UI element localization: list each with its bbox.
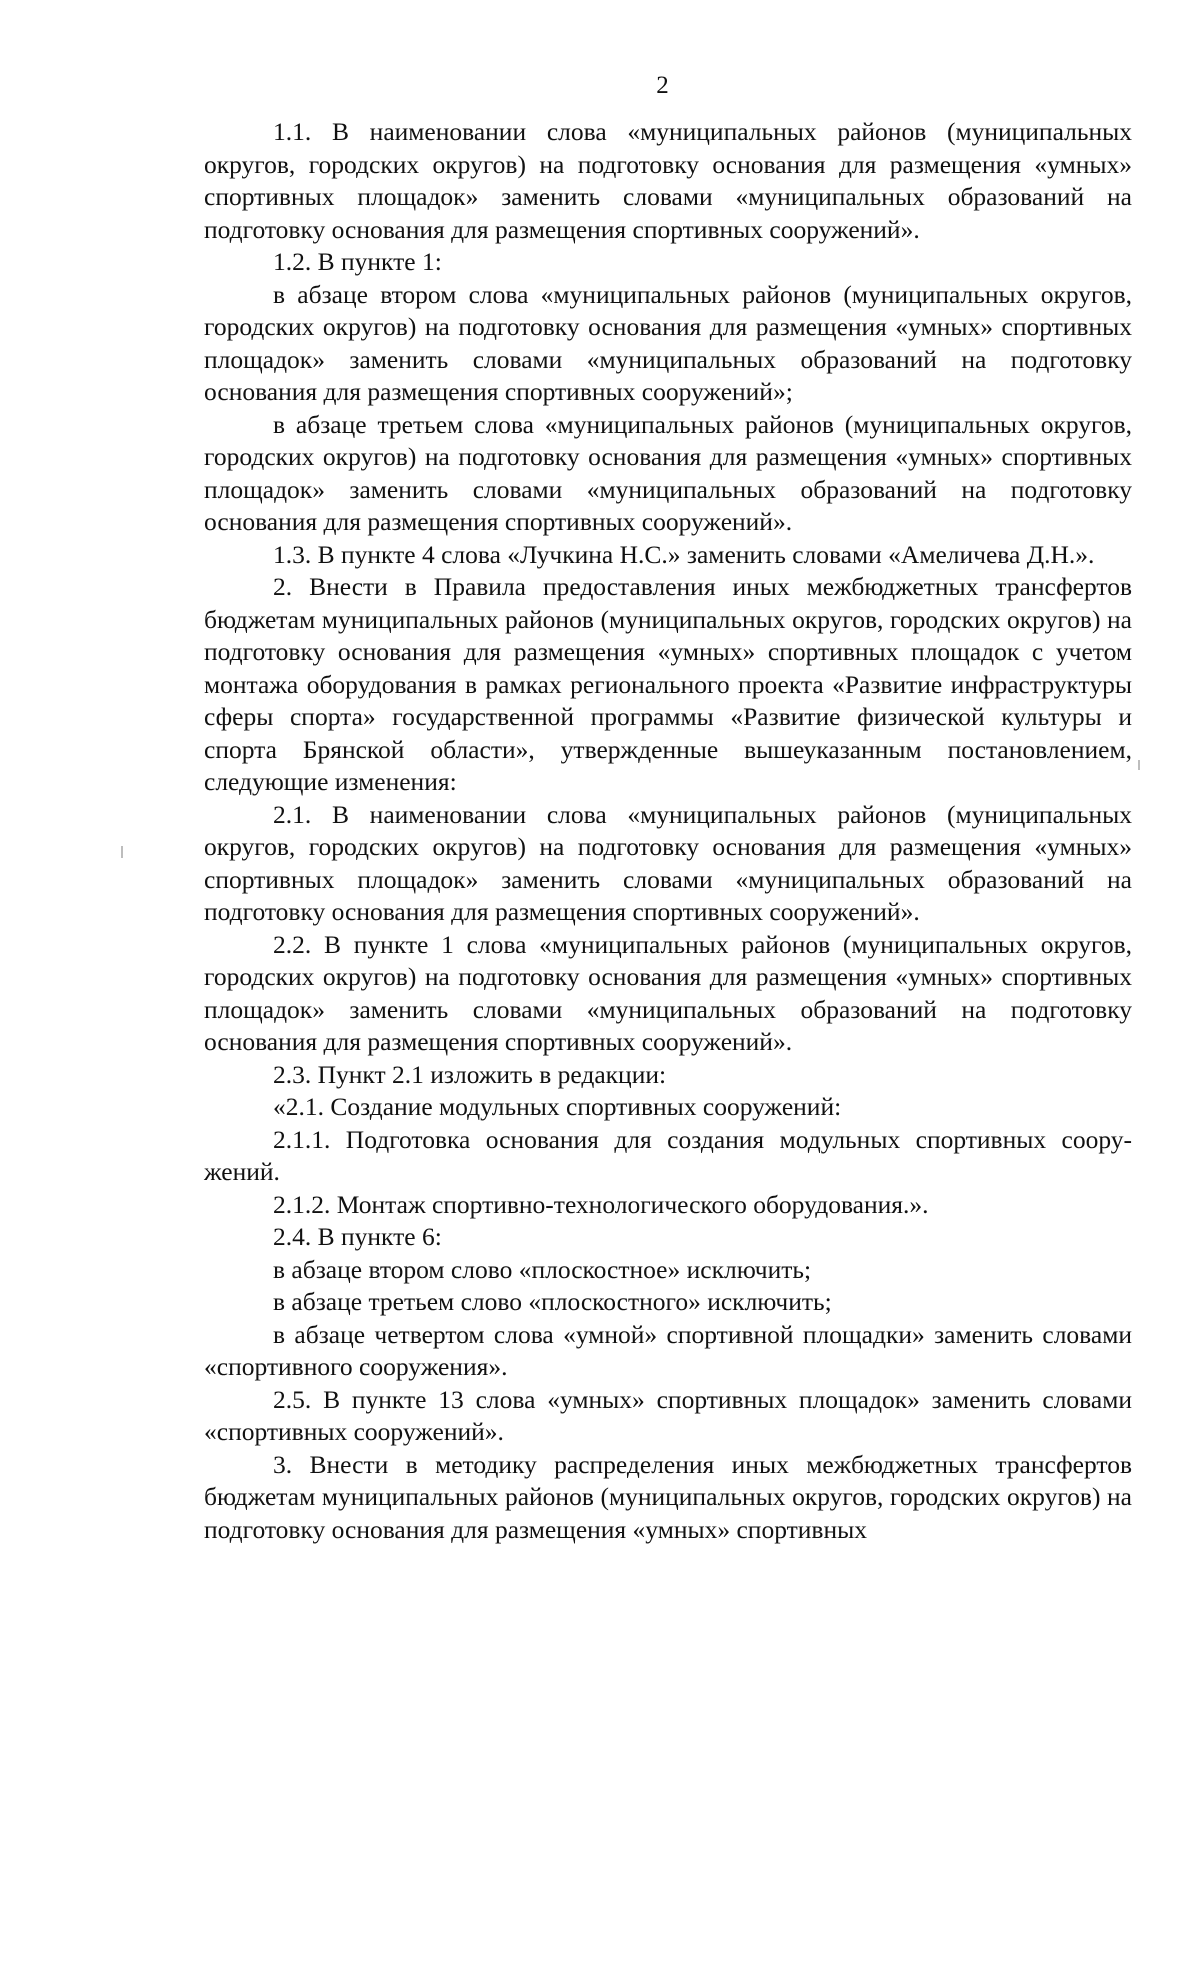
paragraph-2-2: 2.2. В пункте 1 слова «муниципальных районов (муниципальных округов, городских округов) на подготовку основания для размещения «умных» спортивных площадок» заменить словами «муниципальных образований на подготовку основания для размещения спортивных сооружений». [204,929,1132,1056]
paragraph-2-4-abzac-2: в абзаце втором слово «плоскостное» исключить; [273,1254,812,1284]
paragraph-2: 2. Внести в Правила предоставления иных межбюджетных трансфертов бюджетам муниципальных районов (муниципальных округов, городских округов) на подготовку основания для размещения «умных» спортивных площадок с учетом монтажа оборудования в рамках регионального проекта «Развитие инфраструктуры сферы спорта» государственной программы «Развитие физической культуры и спорта Брянской области», утвержденные вышеуказанным постановлением, следующие изменения: [204,572,1132,796]
paragraph-2-3: 2.3. Пункт 2.1 изложить в редакции: [273,1059,667,1089]
paragraph-1-1: 1.1. В наименовании слова «муниципальных районов (муниципальных округов, городских округов) на подготовку основания для размещения «умных» спортивных площадок» заменить словами «муниципальных образований на подготовку основания для размещения спортивных сооружений». [204,117,1132,244]
page-number: 2 [656,72,669,99]
paragraph-1-2-abzac-3: в абзаце третьем слова «муниципальных районов (муниципальных округов, городских округов) на подготовку основания для размещения «умных» спортивных площадок» заменить словами «муниципальных образований на подготовку основания для размещения спортивных сооружений». [204,409,1132,536]
scan-speck [121,846,123,858]
paragraph-2-5: 2.5. В пункте 13 слова «умных» спортивных площадок» заменить словами «спортивных сооружений». [204,1384,1132,1446]
paragraph-2-1-2: 2.1.2. Монтаж спортивно-технологического оборудования.». [273,1189,929,1219]
paragraph-1-2: 1.2. В пункте 1: [273,247,442,276]
paragraph-2-4: 2.4. В пункте 6: [273,1222,442,1251]
paragraph-1-2-abzac-2: в абзаце втором слова «муниципальных районов (муниципальных округов, городских округов) на подготовку основания для размещения «умных» спортивных площадок» заменить словами «муниципальных образований на подготовку основания для размещения спортивных сооружений»; [204,279,1132,406]
document-body [204,116,1132,1546]
paragraph-1-3: 1.3. В пункте 4 слова «Лучкина Н.С.» заменить словами «Амеличева Д.Н.». [273,539,1095,569]
paragraph-2-4-abzac-4: в абзаце четвертом слова «умной» спортивной площадки» заменить словами «спортивного сооружения». [204,1319,1132,1381]
paragraph-2-1-1: 2.1.1. Подготовка основания для создания модульных спортивных соору-жений. [204,1124,1132,1186]
paragraph-3: 3. Внести в методику распределения иных межбюджетных трансфертов бюджетам муниципальных районов (муниципальных округов, городских округов) на подготовку основания для размещения «умных» спортивных [204,1449,1132,1544]
paragraph-2-1: 2.1. В наименовании слова «муниципальных районов (муниципальных округов, городских округов) на подготовку основания для размещения «умных» спортивных площадок» заменить словами «муниципальных образований на подготовку основания для размещения спортивных сооружений». [204,799,1132,926]
paragraph-2-4-abzac-3: в абзаце третьем слово «плоскостного» исключить; [273,1287,832,1316]
paragraph-2-1-quote: «2.1. Создание модульных спортивных сооружений: [273,1092,842,1121]
scan-speck [1138,760,1140,770]
